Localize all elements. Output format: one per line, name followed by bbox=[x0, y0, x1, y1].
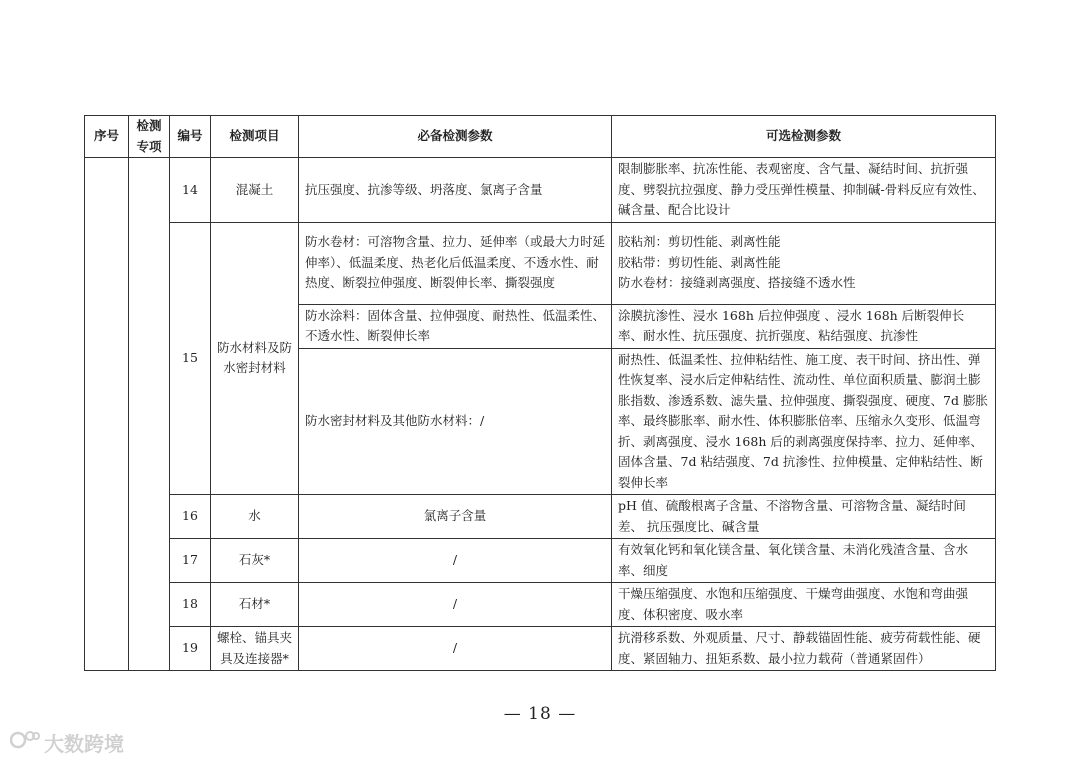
code-cell: 17 bbox=[170, 539, 211, 583]
watermark-text: 大数跨境 bbox=[44, 732, 124, 756]
item-cell: 混凝土 bbox=[211, 158, 299, 223]
code-cell: 15 bbox=[170, 222, 211, 495]
header-optional: 可选检测参数 bbox=[612, 116, 996, 158]
item-cell: 石材* bbox=[211, 583, 299, 627]
table-row bbox=[85, 222, 996, 304]
item-cell: 水 bbox=[211, 495, 299, 539]
item-cell: 石灰* bbox=[211, 539, 299, 583]
required-cell: 氯离子含量 bbox=[299, 495, 612, 539]
table-row bbox=[85, 495, 996, 539]
item-cell: 螺栓、锚具夹具及连接器* bbox=[211, 627, 299, 671]
test-parameter-table bbox=[84, 115, 996, 671]
item-cell: 防水材料及防水密封材料 bbox=[211, 222, 299, 495]
page-number: — 18 — bbox=[503, 704, 577, 724]
optional-cell: pH 值、硫酸根离子含量、不溶物含量、可溶物含量、凝结时间差、 抗压强度比、碱含量 bbox=[612, 495, 996, 539]
seq-cell bbox=[85, 158, 129, 671]
optional-cell: 有效氧化钙和氧化镁含量、氧化镁含量、未消化残渣含量、含水率、细度 bbox=[612, 539, 996, 583]
optional-cell: 限制膨胀率、抗冻性能、表观密度、含气量、凝结时间、抗折强度、劈裂抗拉强度、静力受压弹性模量、抑制碱-骨料反应有效性、碱含量、配合比设计 bbox=[612, 158, 996, 223]
optional-cell: 耐热性、低温柔性、拉伸粘结性、施工度、表干时间、挤出性、弹性恢复率、浸水后定伸粘结性、流动性、单位面积质量、膨润土膨胀指数、渗透系数、滤失量、拉伸强度、撕裂强度、硬度、7d 膨胀率、最终膨胀率、耐水性、体积膨胀倍率、压缩永久变形、低温弯折、剥离强度、浸水 168h 后的剥离强度保持率、拉力、延伸率、固体含量、7d 粘结强度、7d 抗渗性、拉伸模量、定伸粘结性、断裂伸长率 bbox=[612, 348, 996, 495]
header-seq: 序号 bbox=[85, 116, 129, 158]
code-cell: 16 bbox=[170, 495, 211, 539]
optional-cell bbox=[612, 222, 996, 304]
header-code: 编号 bbox=[170, 116, 211, 158]
optional-cell: 抗滑移系数、外观质量、尺寸、静载锚固性能、疲劳荷载性能、硬度、紧固轴力、扭矩系数、最小拉力载荷（普通紧固件） bbox=[612, 627, 996, 671]
code-cell: 19 bbox=[170, 627, 211, 671]
code-cell: 14 bbox=[170, 158, 211, 223]
table-header-row bbox=[85, 116, 996, 158]
optional-cell: 涂膜抗渗性、浸水 168h 后拉伸强度 、浸水 168h 后断裂伸长率、耐水性、抗压强度、抗折强度、粘结强度、抗渗性 bbox=[612, 304, 996, 348]
optional-cell: 干燥压缩强度、水饱和压缩强度、干燥弯曲强度、水饱和弯曲强度、体积密度、吸水率 bbox=[612, 583, 996, 627]
header-required: 必备检测参数 bbox=[299, 116, 612, 158]
required-cell: / bbox=[299, 583, 612, 627]
required-cell: 防水卷材：可溶物含量、拉力、延伸率（或最大力时延伸率）、低温柔度、热老化后低温柔度、不透水性、耐热度、断裂拉伸强度、断裂伸长率、撕裂强度 bbox=[299, 222, 612, 304]
optional-line: 胶粘剂：剪切性能、剥离性能 bbox=[618, 234, 781, 250]
required-cell: 抗压强度、抗渗等级、坍落度、氯离子含量 bbox=[299, 158, 612, 223]
brand-logo-icon bbox=[10, 728, 40, 757]
header-category: 检测专项 bbox=[129, 116, 170, 158]
code-cell: 18 bbox=[170, 583, 211, 627]
optional-line: 胶粘带：剪切性能、剥离性能 bbox=[618, 254, 781, 270]
category-cell bbox=[129, 158, 170, 671]
header-item: 检测项目 bbox=[211, 116, 299, 158]
required-cell: 防水涂料：固体含量、拉伸强度、耐热性、低温柔性、不透水性、断裂伸长率 bbox=[299, 304, 612, 348]
required-cell: / bbox=[299, 539, 612, 583]
required-cell: / bbox=[299, 627, 612, 671]
table-row bbox=[85, 539, 996, 583]
optional-line: 防水卷材：接缝剥离强度、搭接缝不透水性 bbox=[618, 275, 856, 291]
watermark bbox=[10, 728, 124, 757]
table-row bbox=[85, 583, 996, 627]
table-row bbox=[85, 627, 996, 671]
table-row bbox=[85, 158, 996, 223]
required-cell: 防水密封材料及其他防水材料：/ bbox=[299, 348, 612, 495]
